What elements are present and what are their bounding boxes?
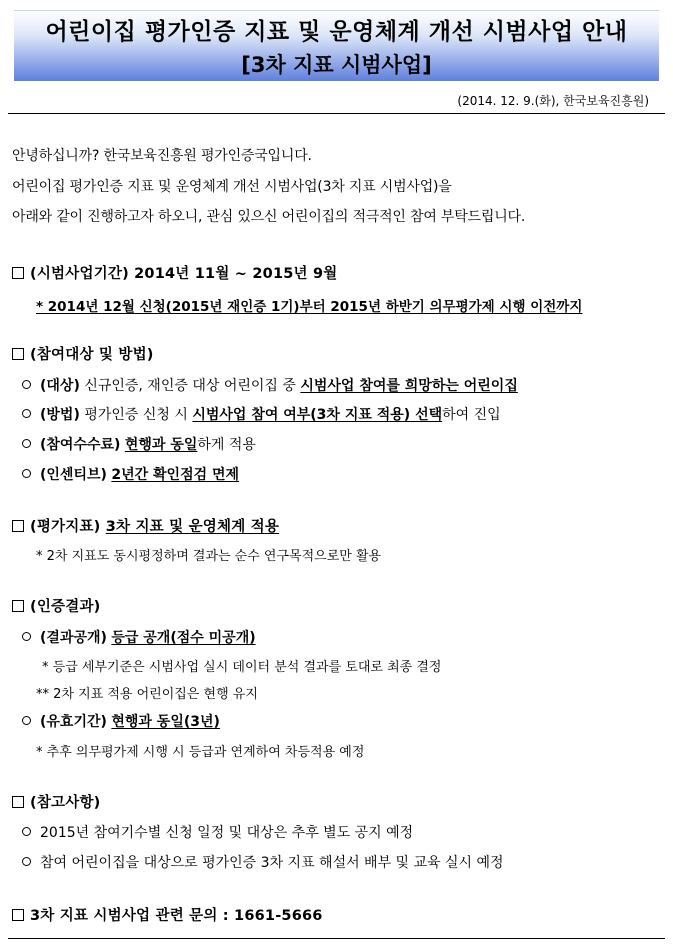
section-period [12,264,338,284]
checkbox-square-icon [12,796,24,808]
intro-line-3: 아래와 같이 진행하고자 하오니, 관심 있으신 어린이집의 적극적인 참여 부탁드립니다. [12,209,526,225]
circle-bullet-icon [22,439,31,448]
circle-bullet-icon [22,380,31,389]
circle-bullet-icon [22,827,31,836]
bottom-divider [8,938,665,939]
circle-bullet-icon [22,469,31,478]
period-note: * 2014년 12월 신청(2015년 재인증 1기)부터 2015년 하반기 의무평가제 시행 이전까지 [36,299,583,315]
target-item-4: (인센티브) 2년간 확인점검 면제 [22,465,239,485]
section-result: (인증결과) [12,597,100,617]
circle-bullet-icon [22,716,31,725]
target-item-3: (참여수수료) 현행과 동일하게 적용 [22,435,256,455]
intro-line-2: 어린이집 평가인증 지표 및 운영체계 개선 시범사업(3차 지표 시범사업)을 [12,179,452,195]
result-item-2: (유효기간) 현행과 동일(3년) [22,712,220,732]
circle-bullet-icon [22,632,31,641]
section-indicator: (평가지표) 3차 지표 및 운영체계 적용 [12,517,279,537]
reference-item-2: 참여 어린이집을 대상으로 평가인증 3차 지표 해설서 배부 및 교육 실시 예정 [22,853,504,873]
section-target-heading: (참여대상 및 방법) [30,347,154,363]
indicator-note: * 2차 지표도 동시평정하며 결과는 순수 연구목적으로만 활용 [36,549,382,564]
section-target [12,345,154,365]
checkbox-square-icon [12,520,24,532]
section-period-heading: (시범사업기간) 2014년 11월 ~ 2015년 9월 [30,266,338,282]
target-item-1: (대상) 신규인증, 재인증 대상 어린이집 중 시범사업 참여를 희망하는 어린이집 [22,376,518,396]
result-item-1: (결과공개) 등급 공개(점수 미공개) [22,628,256,648]
reference-item-1: 2015년 참여기수별 신청 일정 및 대상은 추후 별도 공지 예정 [22,823,413,843]
title-banner [14,10,659,81]
date-line: (2014. 12. 9.(화), 한국보육진흥원) [457,94,649,108]
circle-bullet-icon [22,857,31,866]
page-subtitle: [3차 지표 시범사업] [241,53,432,77]
checkbox-square-icon [12,348,24,360]
target-item-2: (방법) 평가인증 신청 시 시범사업 참여 여부(3차 지표 적용) 선택하여 진입 [22,405,501,425]
circle-bullet-icon [22,409,31,418]
result-note-1: * 등급 세부기준은 시범사업 실시 데이터 분석 결과를 토대로 최종 결정 [42,660,442,675]
intro-line-1: 안녕하십니까? 한국보육진흥원 평가인증국입니다. [12,148,312,164]
result-note-2: ** 2차 지표 적용 어린이집은 현행 유지 [36,687,258,702]
checkbox-square-icon [12,267,24,279]
top-divider [8,113,665,114]
checkbox-square-icon [12,600,24,612]
section-contact [12,906,323,926]
result-note-3: * 추후 의무평가제 시행 시 등급과 연계하여 차등적용 예정 [36,745,365,760]
page-title: 어린이집 평가인증 지표 및 운영체계 개선 시범사업 안내 [45,19,628,45]
checkbox-square-icon [12,909,24,921]
contact-text: 3차 지표 시범사업 관련 문의 : 1661-5666 [30,908,323,924]
section-reference: (참고사항) [12,793,100,813]
